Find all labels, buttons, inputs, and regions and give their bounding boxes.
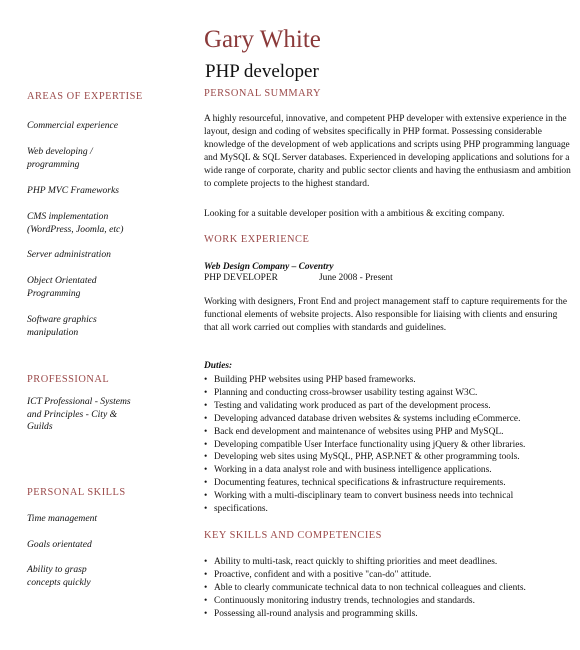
expertise-item: Software graphics manipulation: [27, 314, 97, 338]
job-line: [204, 273, 393, 283]
skills-item: Ability to grasp concepts quickly: [27, 564, 91, 588]
candidate-name: Gary White: [204, 26, 321, 53]
skills-item: Goals orientated: [27, 539, 92, 550]
list-item: • Developing advanced database driven websites & systems including eCommerce.: [204, 413, 572, 426]
duties-label: Duties:: [204, 361, 233, 371]
list-item: • Testing and validating work produced as part of the development process.: [204, 400, 572, 413]
work-heading: WORK EXPERIENCE: [204, 234, 310, 245]
list-item: • Able to clearly communicate technical data to non technical colleagues and clients.: [204, 582, 572, 595]
list-item: • Developing compatible User Interface functionality using jQuery & other libraries.: [204, 439, 572, 452]
list-item: • Developing web sites using MySQL, PHP, ASP.NET & other programming tools.: [204, 451, 572, 464]
expertise-item: PHP MVC Frameworks: [27, 185, 120, 196]
key-skills-heading: KEY SKILLS AND COMPETENCIES: [204, 530, 382, 541]
list-item: • Possessing all-round analysis and programming skills.: [204, 608, 572, 621]
expertise-item: Commercial experience: [27, 120, 119, 131]
expertise-item: Server administration: [27, 249, 111, 260]
list-item-continuation: • specifications.: [204, 503, 572, 516]
job-description: Working with designers, Front End and project management staff to capture requirements for the functional elements of website projects. Also responsible for liaising with clients and ensuring that all work carried out complies with standards and guidelines.: [204, 297, 568, 333]
job-company: Web Design Company – Coventry: [204, 262, 334, 272]
summary-heading: PERSONAL SUMMARY: [204, 88, 322, 99]
expertise-item: Object Orientated Programming: [27, 275, 97, 299]
expertise-heading: AREAS OF EXPERTISE: [27, 91, 143, 102]
list-item: • Proactive, confident and with a positive "can-do" attitude.: [204, 569, 572, 582]
professional-item: ICT Professional - Systems and Principles - City & Guilds: [27, 396, 131, 432]
list-item: • Ability to multi-task, react quickly to shifting priorities and meet deadlines.: [204, 556, 572, 569]
job-dates: June 2008 - Present: [319, 273, 393, 283]
list-item: • Back end development and maintenance of websites using PHP and MySQL.: [204, 426, 572, 439]
expertise-item: CMS implementation (WordPress, Joomla, etc): [27, 211, 124, 235]
professional-heading: PROFESSIONAL: [27, 374, 110, 385]
key-skills-list: [204, 556, 572, 621]
duties-list: [204, 374, 572, 516]
list-item: • Documenting features, technical specifications & infrastructure requirements.: [204, 477, 572, 490]
list-item: • Planning and conducting cross-browser usability testing against W3C.: [204, 387, 572, 400]
list-item: • Continuously monitoring industry trends, technologies and standards.: [204, 595, 572, 608]
summary-paragraph: A highly resourceful, innovative, and competent PHP developer with extensive experience in the layout, design and coding of websites specifically in PHP format. Possessing considerable knowledge of the development of web applications and scripts using PHP programming language and MySQL & SQL Server databases. Experienced in developing applications and solutions for a wide range of corporate, charity and public sector clients and having the enthusiasm and ambition to complete projects to the highest standard.: [204, 114, 571, 189]
skills-heading: PERSONAL SKILLS: [27, 487, 126, 498]
list-item: • Working with a multi-disciplinary team to convert business needs into technical: [204, 490, 572, 503]
expertise-item: Web developing / programming: [27, 146, 93, 170]
job-title: PHP DEVELOPER: [204, 273, 278, 283]
skills-item: Time management: [27, 513, 98, 524]
summary-looking: Looking for a suitable developer position with a ambitious & exciting company.: [204, 209, 505, 219]
candidate-role: PHP developer: [205, 61, 319, 82]
list-item: • Building PHP websites using PHP based frameworks.: [204, 374, 572, 387]
list-item: • Working in a data analyst role and with business intelligence applications.: [204, 464, 572, 477]
